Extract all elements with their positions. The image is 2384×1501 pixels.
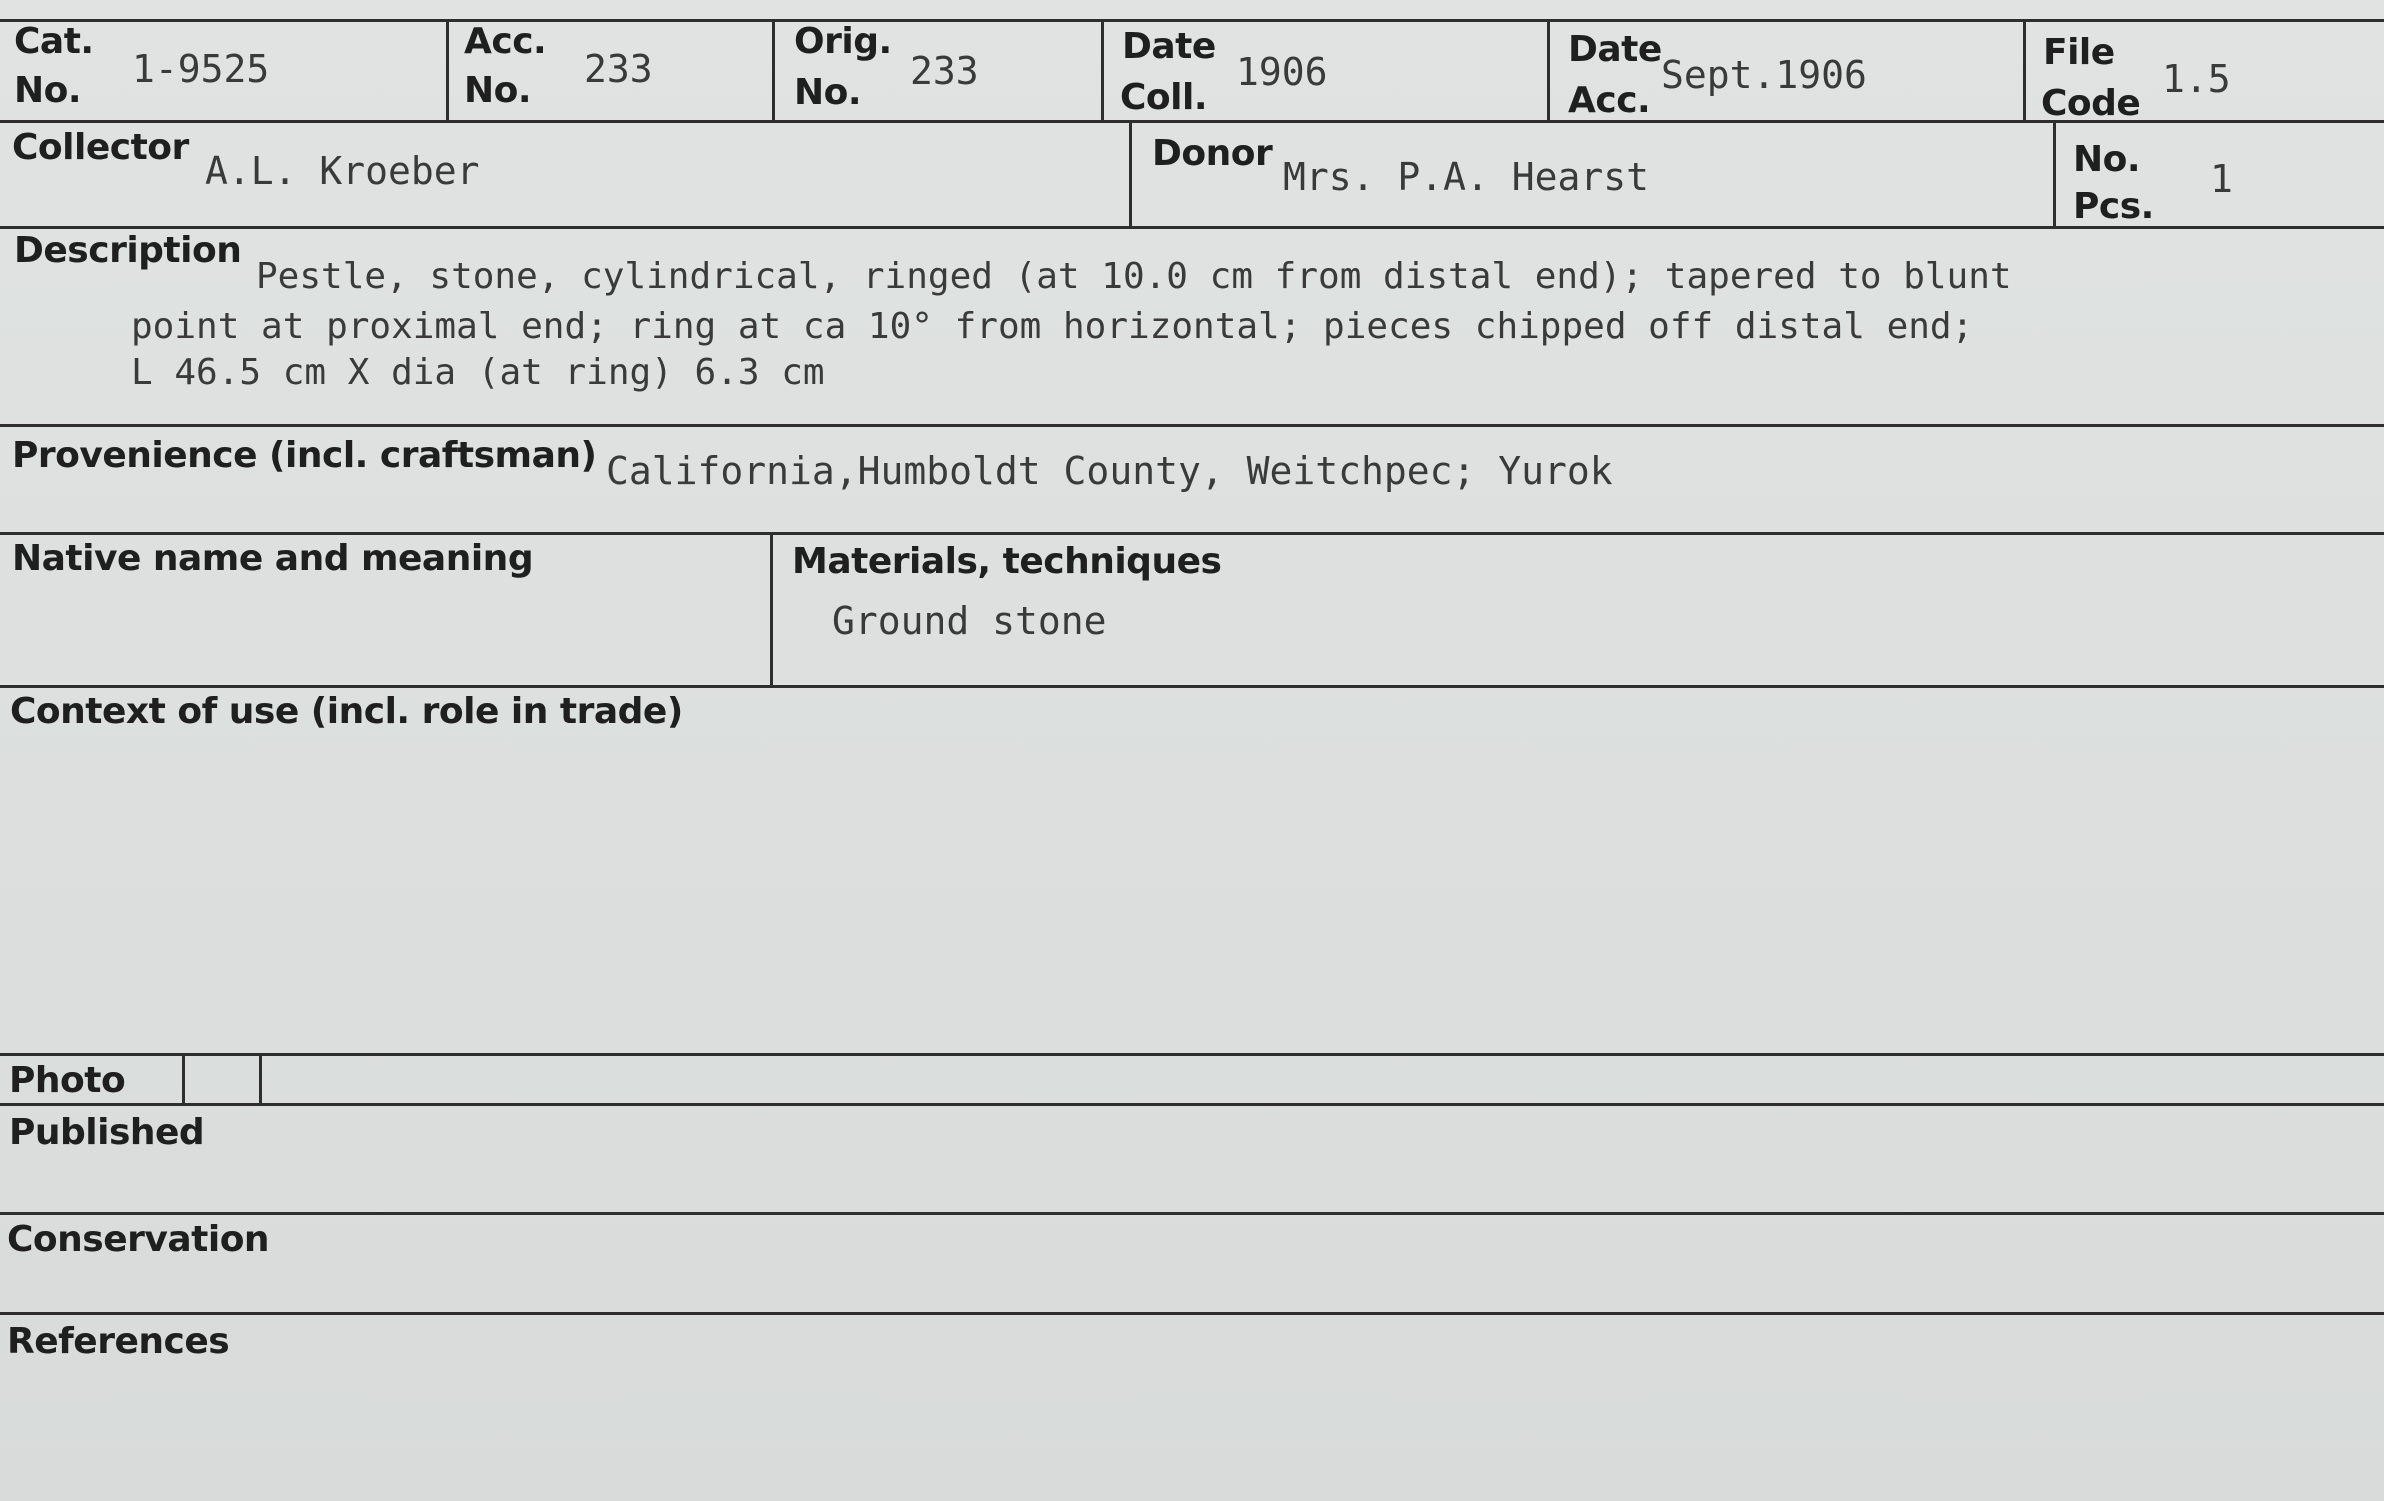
rule-conservation-bottom xyxy=(0,1312,2384,1315)
rule-v-cat-acc xyxy=(446,19,449,120)
rule-v-date-dateacc xyxy=(1547,19,1550,120)
date-coll-value: 1906 xyxy=(1236,50,1328,94)
rule-v-photo-box1 xyxy=(182,1053,185,1103)
rule-v-orig-date xyxy=(1101,19,1104,120)
date-acc-label-line2: Acc. xyxy=(1568,80,1651,121)
context-label: Context of use (incl. role in trade) xyxy=(10,691,683,732)
rule-published-bottom xyxy=(0,1212,2384,1215)
native-name-label: Native name and meaning xyxy=(12,538,534,579)
rule-collector-bottom xyxy=(0,226,2384,229)
donor-value: Mrs. P.A. Hearst xyxy=(1283,155,1650,199)
pieces-label-line1: No. xyxy=(2073,139,2141,180)
rule-v-dateacc-file xyxy=(2023,19,2026,120)
conservation-label: Conservation xyxy=(7,1219,270,1260)
rule-v-donor-pieces xyxy=(2053,120,2056,226)
description-line-1: Pestle, stone, cylindrical, ringed (at 10.0 cm from distal end); tapered to blunt xyxy=(256,256,2012,297)
photo-label: Photo xyxy=(9,1060,126,1101)
rule-v-acc-orig xyxy=(772,19,775,120)
pieces-label-line2: Pcs. xyxy=(2073,186,2154,227)
acc-no-value: 233 xyxy=(584,47,653,91)
orig-no-label-line1: Orig. xyxy=(794,21,892,62)
collector-value: A.L. Kroeber xyxy=(205,149,480,193)
cat-no-value: 1-9525 xyxy=(132,47,270,91)
provenience-value: California,Humboldt County, Weitchpec; Yurok xyxy=(606,449,1613,493)
cat-no-label-line1: Cat. xyxy=(14,21,94,62)
date-acc-value: Sept.1906 xyxy=(1661,53,1867,97)
acc-no-label-line2: No. xyxy=(464,70,532,111)
pieces-value: 1 xyxy=(2210,157,2233,201)
published-label: Published xyxy=(9,1112,205,1153)
file-code-label-line2: Code xyxy=(2041,83,2141,124)
date-coll-label-line2: Coll. xyxy=(1120,77,1208,118)
orig-no-value: 233 xyxy=(910,49,979,93)
description-line-2: point at proximal end; ring at ca 10° from horizontal; pieces chipped off distal end; xyxy=(131,306,1974,347)
rule-photo-bottom xyxy=(0,1103,2384,1106)
cat-no-label-line2: No. xyxy=(14,70,82,111)
donor-label: Donor xyxy=(1152,133,1273,174)
date-coll-label-line1: Date xyxy=(1122,26,1216,67)
orig-no-label-line2: No. xyxy=(794,72,862,113)
provenience-label: Provenience (incl. craftsman) xyxy=(12,435,597,476)
file-code-label-line1: File xyxy=(2043,32,2115,73)
description-label: Description xyxy=(14,230,242,271)
materials-value: Ground stone xyxy=(832,599,1107,643)
rule-context-bottom xyxy=(0,1053,2384,1056)
acc-no-label-line1: Acc. xyxy=(464,21,547,62)
rule-v-collector-donor xyxy=(1129,120,1132,226)
file-code-value: 1.5 xyxy=(2162,57,2231,101)
date-acc-label-line1: Date xyxy=(1568,29,1662,70)
rule-provenience-bottom xyxy=(0,532,2384,535)
rule-native-bottom xyxy=(0,685,2384,688)
description-line-3: L 46.5 cm X dia (at ring) 6.3 cm xyxy=(131,352,825,393)
rule-description-bottom xyxy=(0,424,2384,427)
collector-label: Collector xyxy=(12,127,189,168)
materials-label: Materials, techniques xyxy=(792,541,1222,582)
rule-v-native-materials xyxy=(770,532,773,685)
rule-v-photo-box2 xyxy=(259,1053,262,1103)
rule-top xyxy=(0,19,2384,22)
references-label: References xyxy=(7,1321,230,1362)
